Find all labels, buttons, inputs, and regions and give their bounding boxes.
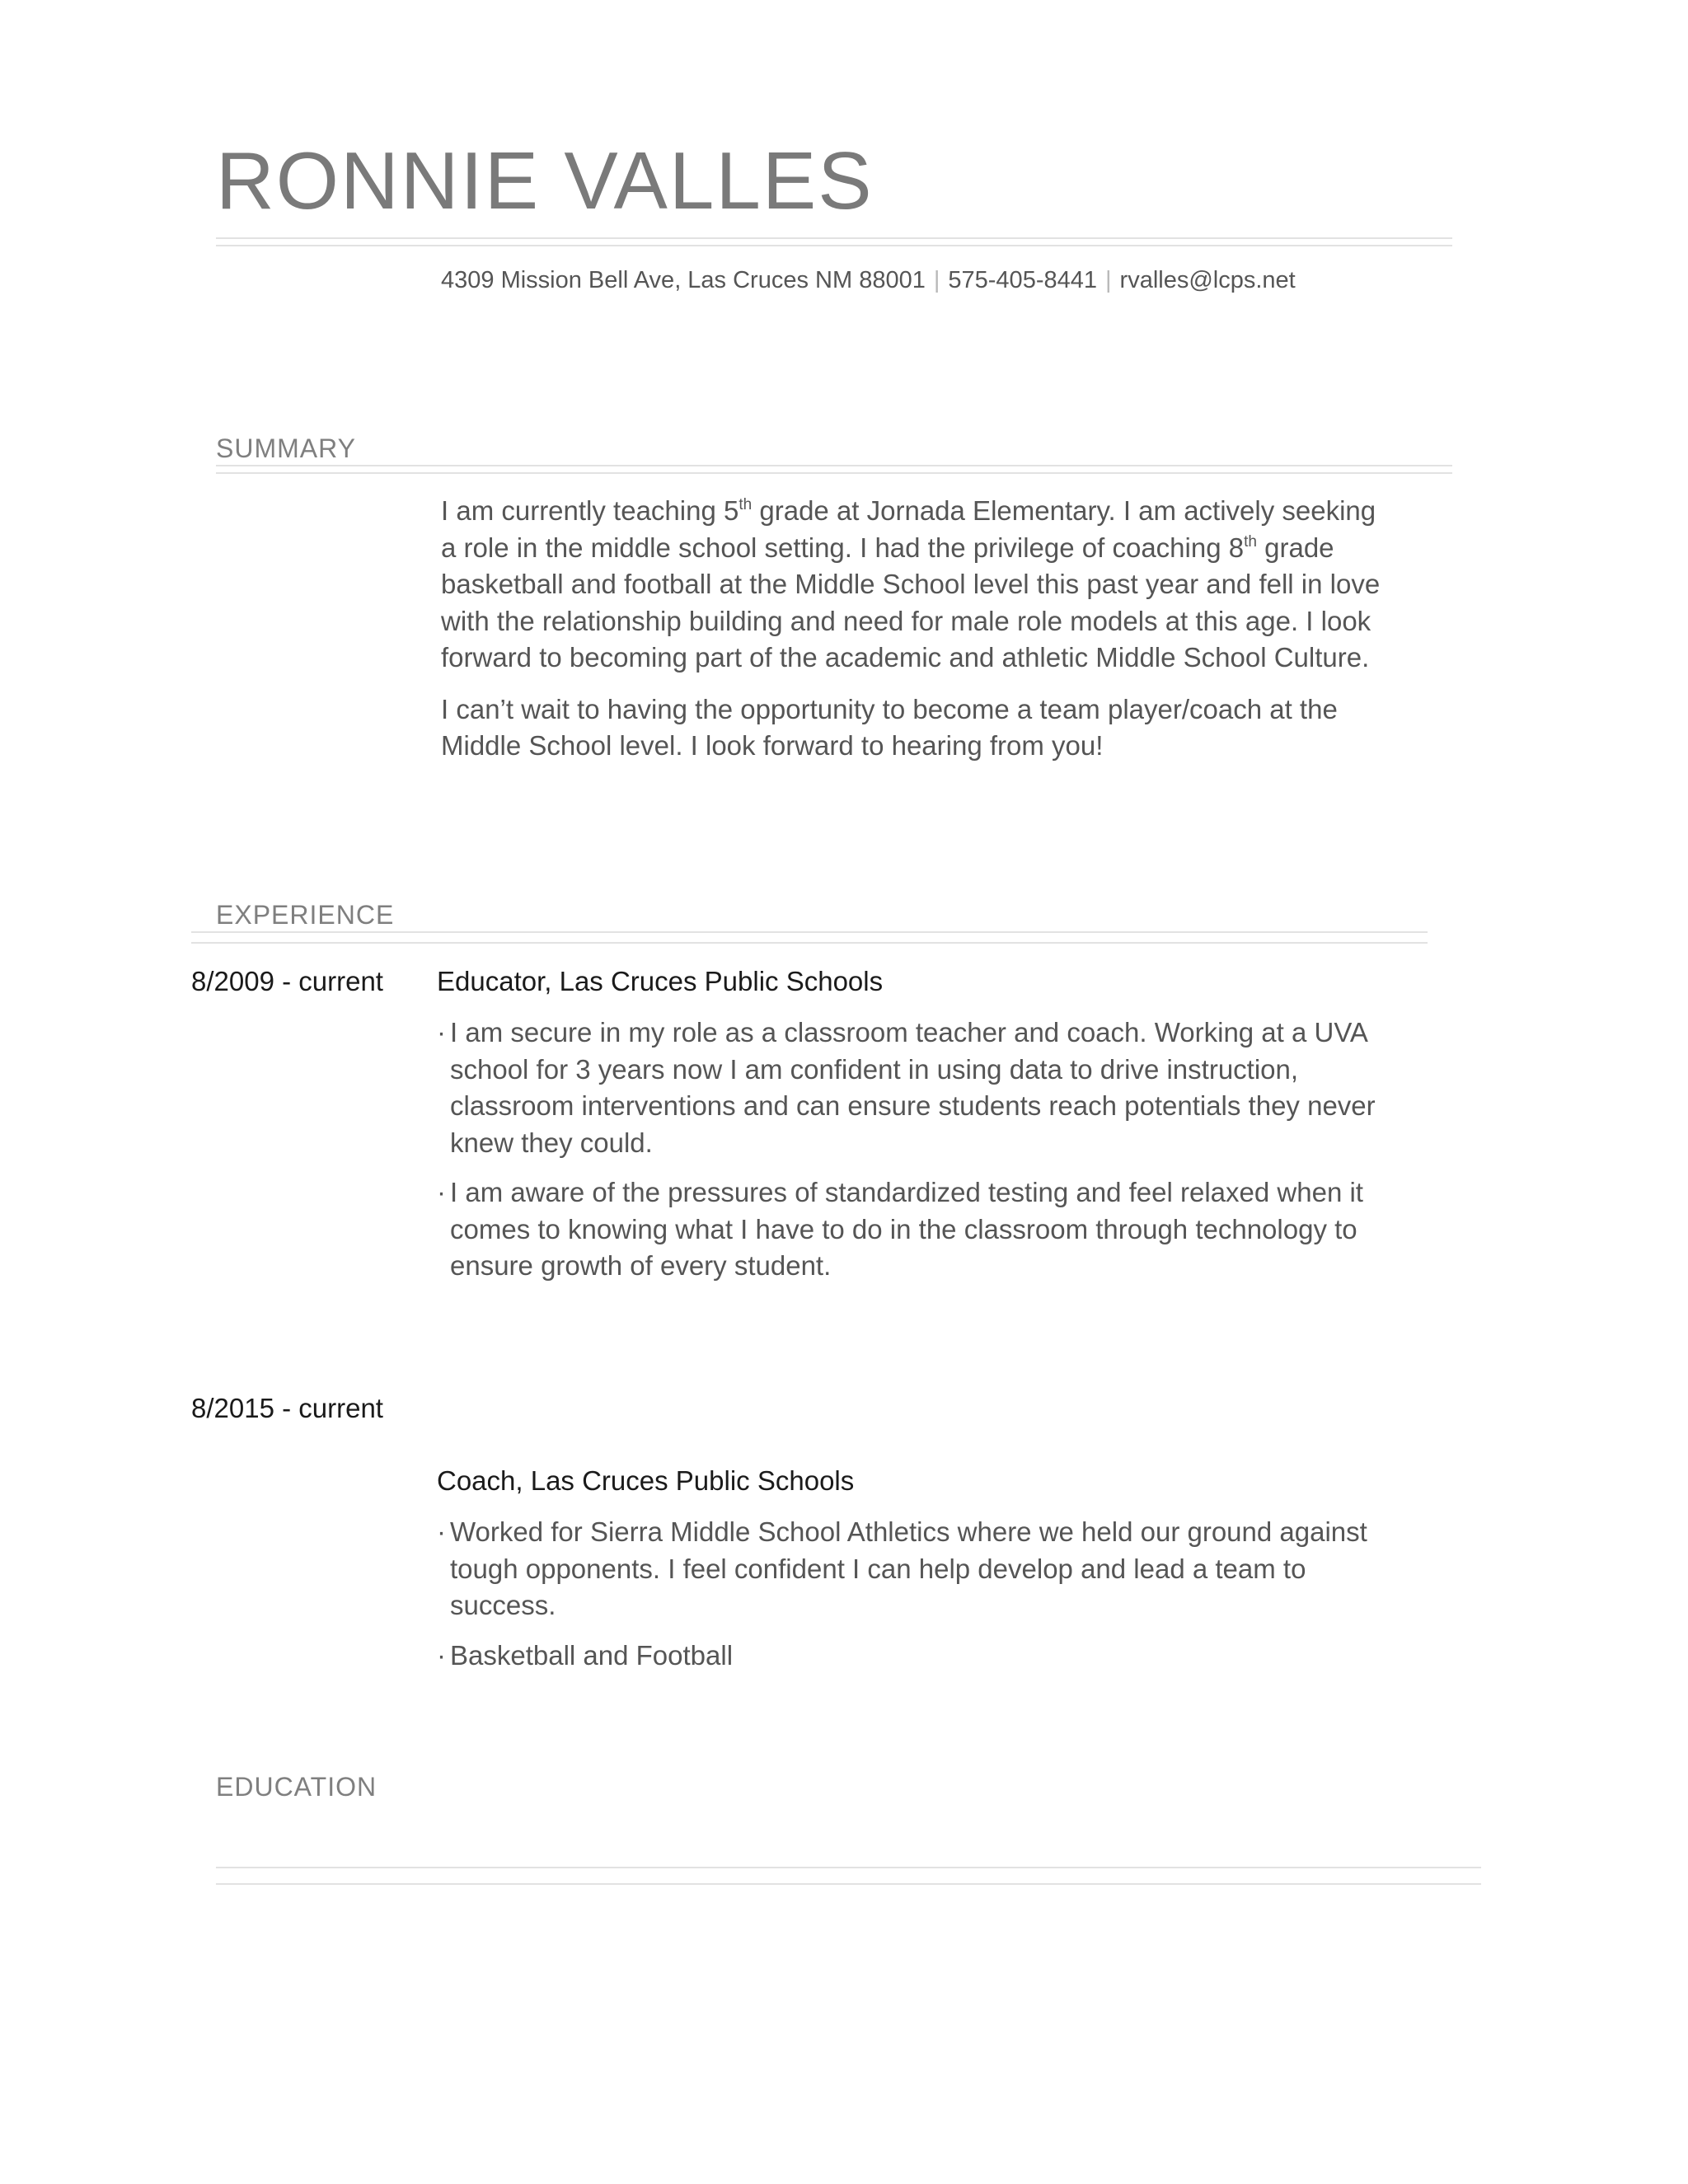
summary-rule-top xyxy=(216,465,1452,466)
resume-name: RONNIE VALLES xyxy=(216,135,874,226)
job-bullet: · Basketball and Football xyxy=(437,1638,1376,1675)
experience-rule-bottom xyxy=(191,942,1428,944)
education-rule-bottom xyxy=(216,1883,1481,1885)
summary-text-segment: grade basketball and football at the Middle School level this past year and fell in love with the relationship building and need for male role models at this age. I look forward to becoming part of the academic and athletic Middle School Culture. xyxy=(441,532,1381,673)
job-dates: 8/2009 - current xyxy=(191,966,383,996)
ordinal-superscript: th xyxy=(738,496,753,513)
job-bullet: · I am secure in my role as a classroom teacher and coach. Working at a UVA school for 3 years now I am confident in using data to drive instruction, classroom interventions and can ensure students reach potentials they never knew they could. xyxy=(437,1015,1376,1161)
education-heading: EDUCATION xyxy=(216,1772,377,1802)
contact-separator: | xyxy=(1105,267,1112,293)
job-bullet: · Worked for Sierra Middle School Athletics where we held our ground against tough opponents. I feel confident I can help develop and lead a team to success. xyxy=(437,1514,1376,1624)
job-dates: 8/2015 - current xyxy=(191,1393,383,1423)
job-bullet: · I am aware of the pressures of standardized testing and feel relaxed when it comes to knowing what I have to do in the classroom through technology to ensure growth of every student. xyxy=(437,1174,1376,1285)
ordinal-superscript: th xyxy=(1244,532,1257,551)
summary-rule-bottom xyxy=(216,472,1452,474)
contact-email: rvalles@lcps.net xyxy=(1119,267,1296,293)
summary-paragraph xyxy=(441,493,1397,677)
contact-line xyxy=(441,267,1296,294)
job-title: Coach, Las Cruces Public Schools xyxy=(437,1465,855,1496)
summary-text xyxy=(441,493,1397,780)
job-bullets xyxy=(437,1015,1376,1298)
summary-heading: SUMMARY xyxy=(216,434,356,463)
experience-heading: EXPERIENCE xyxy=(216,900,395,930)
job-title: Educator, Las Cruces Public Schools xyxy=(437,966,884,996)
contact-address: 4309 Mission Bell Ave, Las Cruces NM 88001 xyxy=(441,267,926,293)
summary-text-segment: grade at Jornada Elementary. I am actively seeking a role in the middle school setting. I had the privilege of coaching 8 xyxy=(441,495,1376,563)
header-rule-bottom xyxy=(216,245,1452,246)
education-rule-top xyxy=(216,1867,1481,1868)
summary-text-segment: I am currently teaching 5 xyxy=(441,495,739,526)
experience-rule-top xyxy=(191,931,1428,933)
job-bullets xyxy=(437,1514,1376,1687)
summary-paragraph: I can’t wait to having the opportunity to become a team player/coach at the Middle School level. I look forward to hearing from you! xyxy=(441,693,1338,761)
header-rule-top xyxy=(216,237,1452,239)
contact-phone: 575-405-8441 xyxy=(948,267,1097,293)
contact-separator: | xyxy=(933,267,940,293)
